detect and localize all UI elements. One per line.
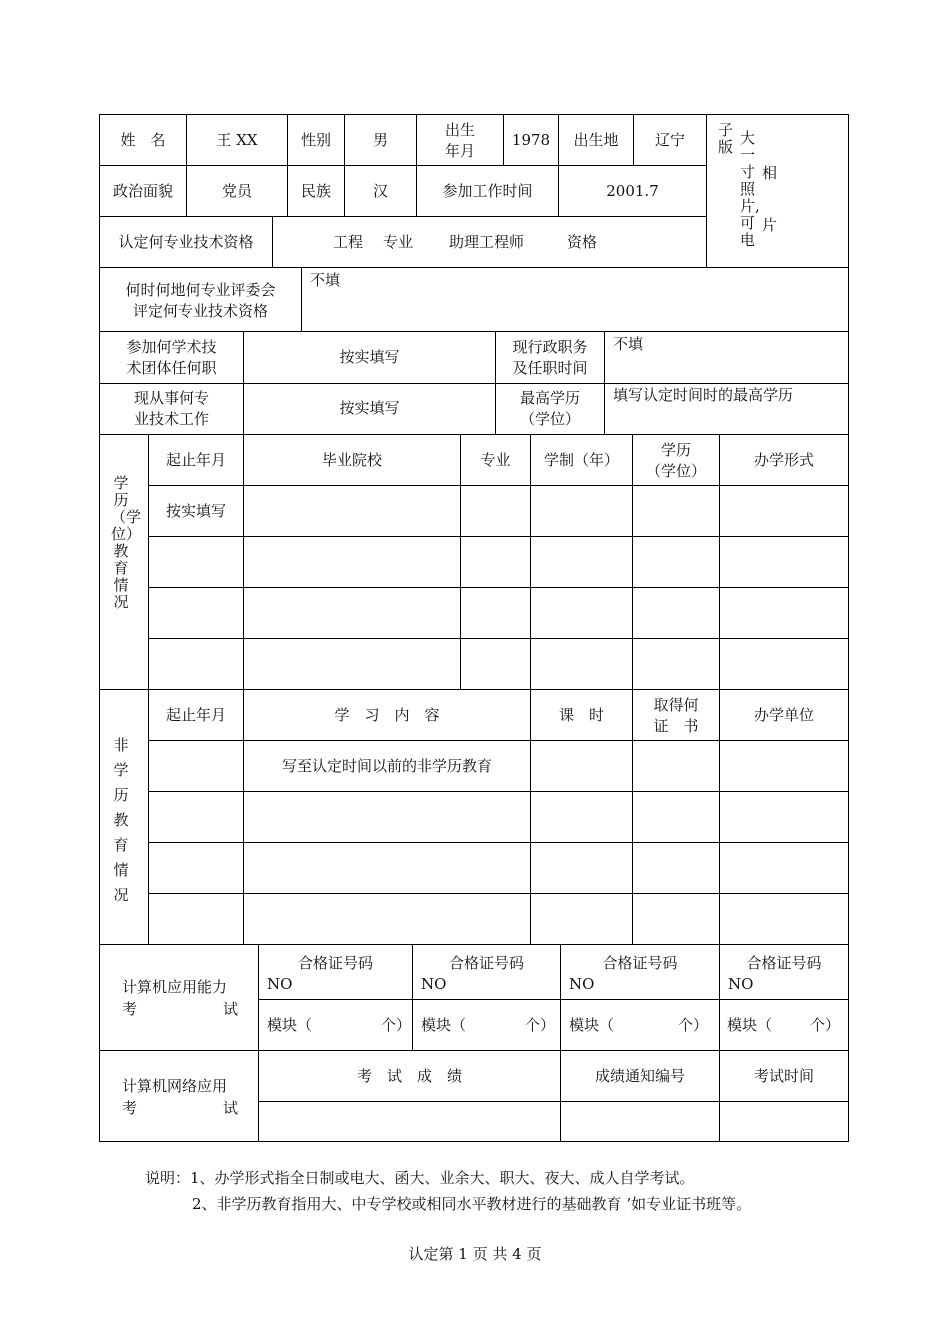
admin-post-label-line2: 及任职时间 bbox=[512, 359, 588, 377]
ethnic-value: 汉 bbox=[372, 182, 388, 200]
computer-exam-label-line2a: 考 bbox=[122, 1000, 138, 1018]
edu-row1-period: 按实填写 bbox=[165, 502, 226, 520]
module-label-3: 模块（ bbox=[569, 1016, 615, 1034]
edu-header-school: 毕业院校 bbox=[321, 451, 382, 469]
photo-note-col1: 子版 bbox=[718, 121, 734, 156]
politics-label: 政治面貌 bbox=[112, 182, 173, 200]
ethnic-label: 民族 bbox=[300, 182, 331, 200]
birth-label-line1: 出生 bbox=[444, 121, 475, 139]
nondegree-row1-content: 写至认定时间以前的非学历教育 bbox=[281, 757, 492, 775]
nondegree-header-hours: 课 时 bbox=[558, 706, 604, 724]
note-line-2: 2、非学历教育指用大、中专学校或相同水平教材进行的基础教育 ’如专业证书班等。 bbox=[192, 1195, 752, 1213]
photo-note-col3: 相片 bbox=[762, 164, 778, 234]
edu-header-duration: 学制（年） bbox=[543, 451, 619, 469]
birthplace-value: 辽宁 bbox=[654, 131, 685, 149]
committee-label-line1: 何时何地何专业评委会 bbox=[125, 281, 276, 299]
edu-header-degree-line2: （学位） bbox=[645, 462, 706, 480]
society-label-line1: 参加何学术技 bbox=[126, 338, 217, 356]
cert-no-1: NO bbox=[267, 975, 293, 993]
edu-header-period: 起止年月 bbox=[165, 451, 226, 469]
highest-edu-label-line2: （学位） bbox=[519, 410, 580, 428]
cert-no-2: NO bbox=[421, 975, 447, 993]
admin-post-value: 不填 bbox=[613, 335, 644, 353]
highest-edu-value: 填写认定时间时的最高学历 bbox=[613, 386, 794, 404]
network-notice-header: 成绩通知编号 bbox=[594, 1067, 685, 1085]
qualification-major: 工程 bbox=[333, 233, 364, 251]
highest-edu-label-line1: 最高学历 bbox=[519, 389, 580, 407]
work-start-label: 参加工作时间 bbox=[442, 182, 533, 200]
cert-label-1: 合格证号码 bbox=[297, 954, 373, 972]
qualification-label: 认定何专业技术资格 bbox=[118, 233, 254, 251]
network-exam-label-line2b: 试 bbox=[223, 1099, 239, 1117]
work-start-value: 2001.7 bbox=[606, 182, 659, 200]
page-footer: 认定第 1 页 共 4 页 bbox=[408, 1245, 542, 1263]
note-line-1: 说明：1、办学形式指全日制或电大、函大、业余大、职大、夜大、成人自学考试。 bbox=[145, 1169, 695, 1187]
nondegree-header-unit: 办学单位 bbox=[753, 706, 814, 724]
module-suffix-1: 个） bbox=[381, 1016, 412, 1034]
committee-label-line2: 评定何专业技术资格 bbox=[132, 302, 268, 320]
module-label-1: 模块（ bbox=[267, 1016, 313, 1034]
committee-value: 不填 bbox=[310, 271, 341, 289]
cert-label-3: 合格证号码 bbox=[602, 954, 678, 972]
nondegree-header-cert-line2: 证 书 bbox=[653, 717, 699, 735]
gender-value: 男 bbox=[372, 131, 388, 149]
current-work-label-line1: 现从事何专 bbox=[133, 389, 209, 407]
computer-exam-label-line2b: 试 bbox=[223, 1000, 239, 1018]
politics-value: 党员 bbox=[221, 182, 252, 200]
qualification-major-suffix: 专业 bbox=[383, 233, 414, 251]
qualification-level: 助理工程师 bbox=[449, 233, 525, 251]
current-work-label-line2: 业技术工作 bbox=[133, 410, 209, 428]
nondegree-header-cert-line1: 取得何 bbox=[653, 696, 699, 714]
admin-post-label-line1: 现行政职务 bbox=[512, 338, 588, 356]
society-value: 按实填写 bbox=[339, 348, 400, 366]
module-suffix-4: 个） bbox=[810, 1016, 841, 1034]
module-suffix-2: 个） bbox=[525, 1016, 556, 1034]
computer-exam-label-line1: 计算机应用能力 bbox=[122, 978, 228, 996]
network-exam-label-line2a: 考 bbox=[122, 1099, 138, 1117]
cert-no-3: NO bbox=[569, 975, 595, 993]
current-work-value: 按实填写 bbox=[339, 399, 400, 417]
module-label-2: 模块（ bbox=[421, 1016, 467, 1034]
module-label-4: 模块（ bbox=[727, 1016, 773, 1034]
edu-header-degree-line1: 学历 bbox=[660, 441, 691, 459]
gender-label: 性别 bbox=[300, 131, 331, 149]
network-exam-label-line1: 计算机网络应用 bbox=[122, 1077, 228, 1095]
nondegree-header-period: 起止年月 bbox=[165, 706, 226, 724]
cert-label-2: 合格证号码 bbox=[448, 954, 524, 972]
photo-note-col2: 大一寸照片,可电 bbox=[740, 129, 760, 249]
birth-label-line2: 年月 bbox=[444, 142, 475, 160]
education-side-label: 学历（学位）教育情况 bbox=[111, 474, 142, 611]
edu-header-major: 专业 bbox=[480, 451, 511, 469]
cert-label-4: 合格证号码 bbox=[746, 954, 822, 972]
qualification-level-suffix: 资格 bbox=[567, 233, 598, 251]
nondegree-header-content: 学 习 内 容 bbox=[334, 706, 440, 724]
birthplace-label: 出生地 bbox=[573, 131, 619, 149]
cert-no-4: NO bbox=[728, 975, 754, 993]
society-label-line2: 术团体任何职 bbox=[126, 359, 217, 377]
network-time-header: 考试时间 bbox=[753, 1067, 814, 1085]
module-suffix-3: 个） bbox=[678, 1016, 709, 1034]
nondegree-side-label: 非学历教育情况 bbox=[113, 736, 129, 904]
name-value: 王 XX bbox=[216, 131, 258, 149]
birth-value: 1978 bbox=[511, 131, 551, 149]
network-score-header: 考 试 成 绩 bbox=[356, 1067, 462, 1085]
edu-header-mode: 办学形式 bbox=[753, 451, 814, 469]
name-label: 姓 名 bbox=[120, 131, 166, 149]
